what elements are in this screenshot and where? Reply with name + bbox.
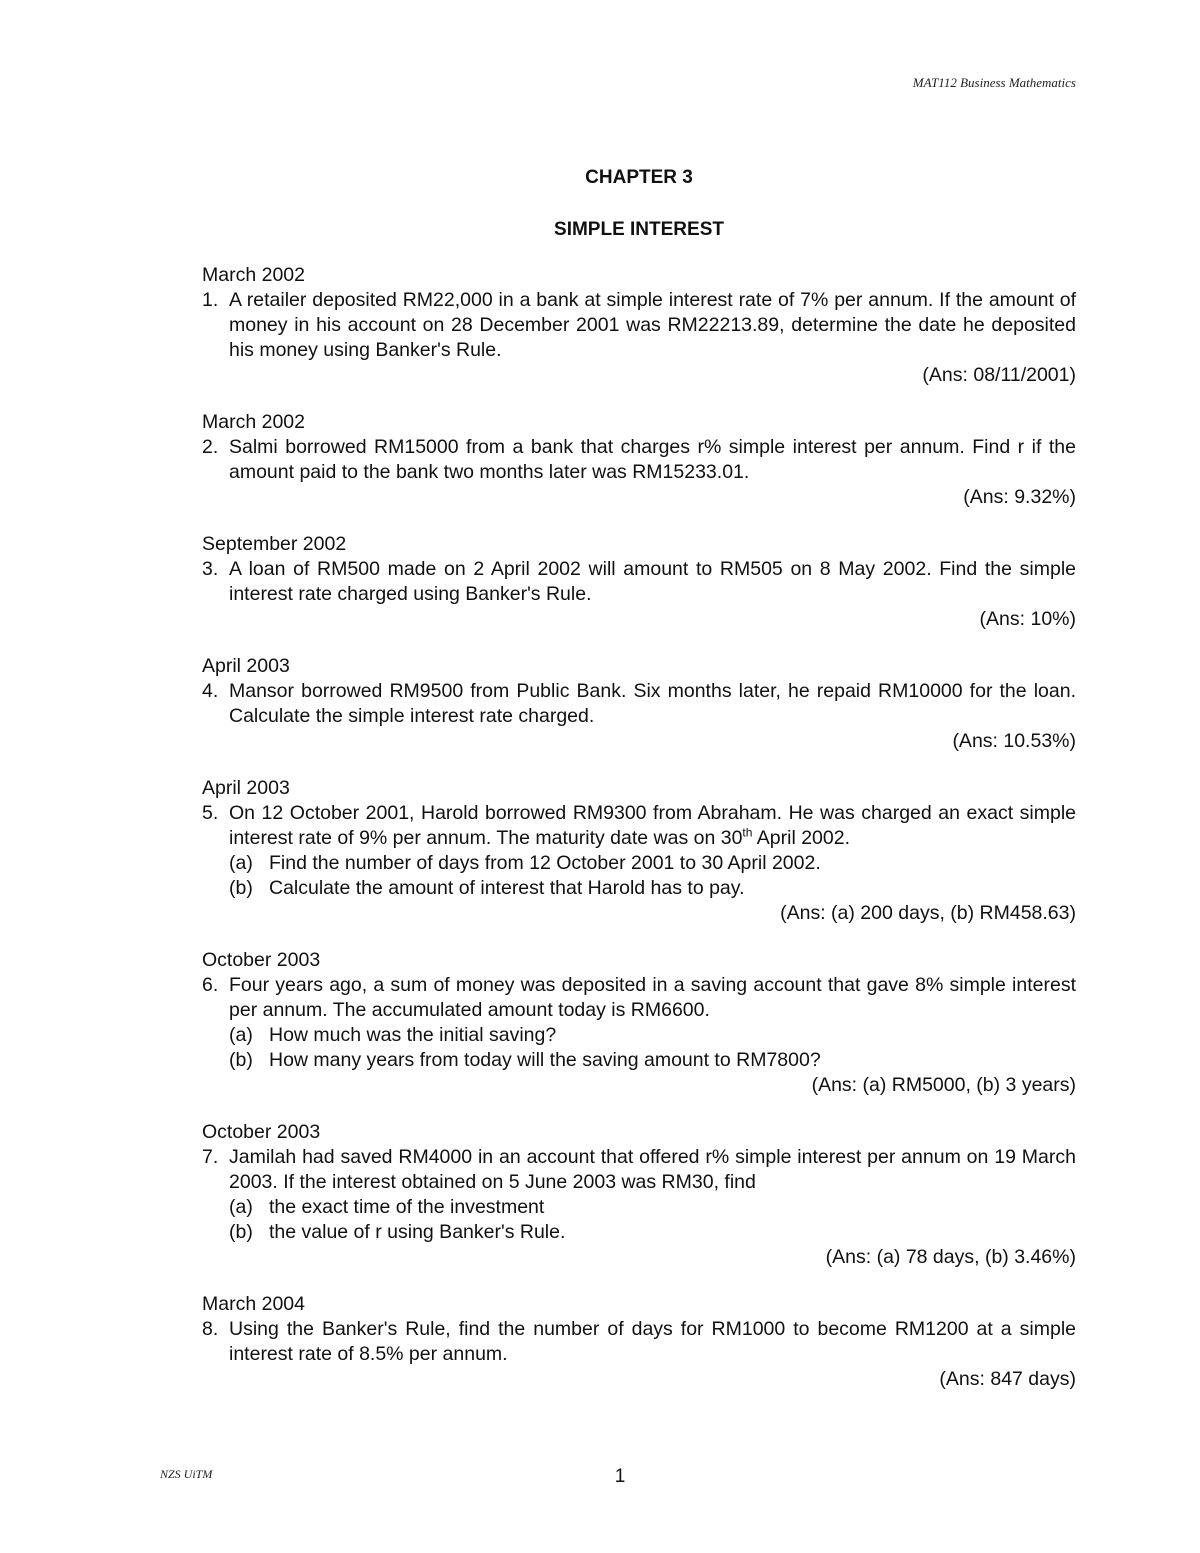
sub-question — [229, 876, 1076, 901]
answer: (Ans: (a) 78 days, (b) 3.46%) — [825, 1246, 1076, 1268]
answer: (Ans: 08/11/2001) — [922, 364, 1076, 386]
answer: (Ans: 10%) — [979, 608, 1076, 630]
sub-question-label: (b) — [229, 1221, 253, 1243]
question-date: March 2002 — [202, 264, 305, 286]
sub-question-label: (a) — [229, 1024, 253, 1046]
sub-question — [229, 1220, 1076, 1245]
sub-question — [229, 1195, 1076, 1220]
question-number: 5. — [202, 802, 219, 824]
question-text: Using the Banker's Rule, find the number of days for RM1000 to become RM1200 at a simple interest rate of 8.5% per annum. — [229, 1318, 1076, 1365]
question-text — [229, 802, 1076, 849]
question-text: A loan of RM500 made on 2 April 2002 will amount to RM505 on 8 May 2002. Find the simple interest rate charged using Banker's Rule. — [229, 558, 1076, 605]
question-text: Mansor borrowed RM9500 from Public Bank. Six months later, he repaid RM10000 for the loan. Calculate the simple interest rate charged. — [229, 680, 1076, 727]
question-date: March 2002 — [202, 411, 305, 433]
sub-question-text: How much was the initial saving? — [269, 1024, 557, 1046]
sub-question — [229, 1048, 1076, 1073]
question-date: September 2002 — [202, 533, 347, 555]
question-5 — [202, 776, 1076, 926]
question-4 — [202, 654, 1076, 754]
question-2 — [202, 410, 1076, 510]
answer: (Ans: 10.53%) — [952, 730, 1076, 752]
question-date: April 2003 — [202, 777, 290, 799]
running-header: MAT112 Business Mathematics — [912, 75, 1076, 90]
question-date: October 2003 — [202, 1121, 321, 1143]
chapter-title: CHAPTER 3 — [585, 167, 693, 188]
sub-question — [229, 851, 1076, 876]
sub-question-text: Find the number of days from 12 October 2001 to 30 April 2002. — [269, 852, 821, 874]
question-8 — [202, 1292, 1076, 1392]
sub-question-label: (b) — [229, 1049, 253, 1071]
question-3 — [202, 532, 1076, 632]
section-title: SIMPLE INTEREST — [554, 219, 724, 240]
answer: (Ans: (a) 200 days, (b) RM458.63) — [780, 902, 1076, 924]
answer: (Ans: 847 days) — [939, 1368, 1076, 1390]
question-number: 7. — [202, 1146, 219, 1168]
question-date: March 2004 — [202, 1293, 305, 1315]
question-number: 4. — [202, 680, 219, 702]
answer: (Ans: 9.32%) — [963, 486, 1076, 508]
question-text: Four years ago, a sum of money was deposited in a saving account that gave 8% simple interest per annum. The accumulated amount today is RM6600. — [229, 974, 1076, 1021]
question-text: Jamilah had saved RM4000 in an account that offered r% simple interest per annum on 19 March 2003. If the interest obtained on 5 June 2003 was RM30, find — [229, 1146, 1076, 1193]
footer-author: NZS UiTM — [160, 1467, 213, 1481]
sub-question-text: the value of r using Banker's Rule. — [269, 1221, 566, 1243]
question-text: A retailer deposited RM22,000 in a bank at simple interest rate of 7% per annum. If the amount of money in his account on 28 December 2001 was RM22213.89, determine the date he deposited his money using Banker's Rule. — [229, 289, 1076, 361]
question-number: 1. — [202, 289, 219, 311]
question-text-part: April 2002. — [752, 827, 851, 849]
question-7 — [202, 1120, 1076, 1270]
sub-question — [229, 1023, 1076, 1048]
question-date: October 2003 — [202, 949, 321, 971]
question-number: 2. — [202, 436, 219, 458]
answer: (Ans: (a) RM5000, (b) 3 years) — [811, 1074, 1076, 1096]
question-number: 3. — [202, 558, 219, 580]
question-number: 8. — [202, 1318, 219, 1340]
sub-question-label: (a) — [229, 852, 253, 874]
question-text: Salmi borrowed RM15000 from a bank that charges r% simple interest per annum. Find r if the amount paid to the bank two months later was RM15233.01. — [229, 436, 1076, 483]
question-date: April 2003 — [202, 655, 290, 677]
ordinal-suffix: th — [742, 825, 753, 840]
page-number: 1 — [614, 1466, 626, 1487]
question-6 — [202, 948, 1076, 1098]
sub-question-text: the exact time of the investment — [269, 1196, 545, 1218]
sub-question-label: (a) — [229, 1196, 253, 1218]
question-number: 6. — [202, 974, 219, 996]
sub-question-label: (b) — [229, 877, 253, 899]
question-text-part: On 12 October 2001, Harold borrowed RM9300 from Abraham. He was charged an exact simple interest rate of 9% per annum. The maturity date was on 30 — [229, 802, 1076, 849]
document-body — [202, 165, 1076, 1414]
sub-question-text: Calculate the amount of interest that Harold has to pay. — [269, 877, 745, 899]
question-1 — [202, 263, 1076, 388]
sub-question-text: How many years from today will the saving amount to RM7800? — [269, 1049, 821, 1071]
